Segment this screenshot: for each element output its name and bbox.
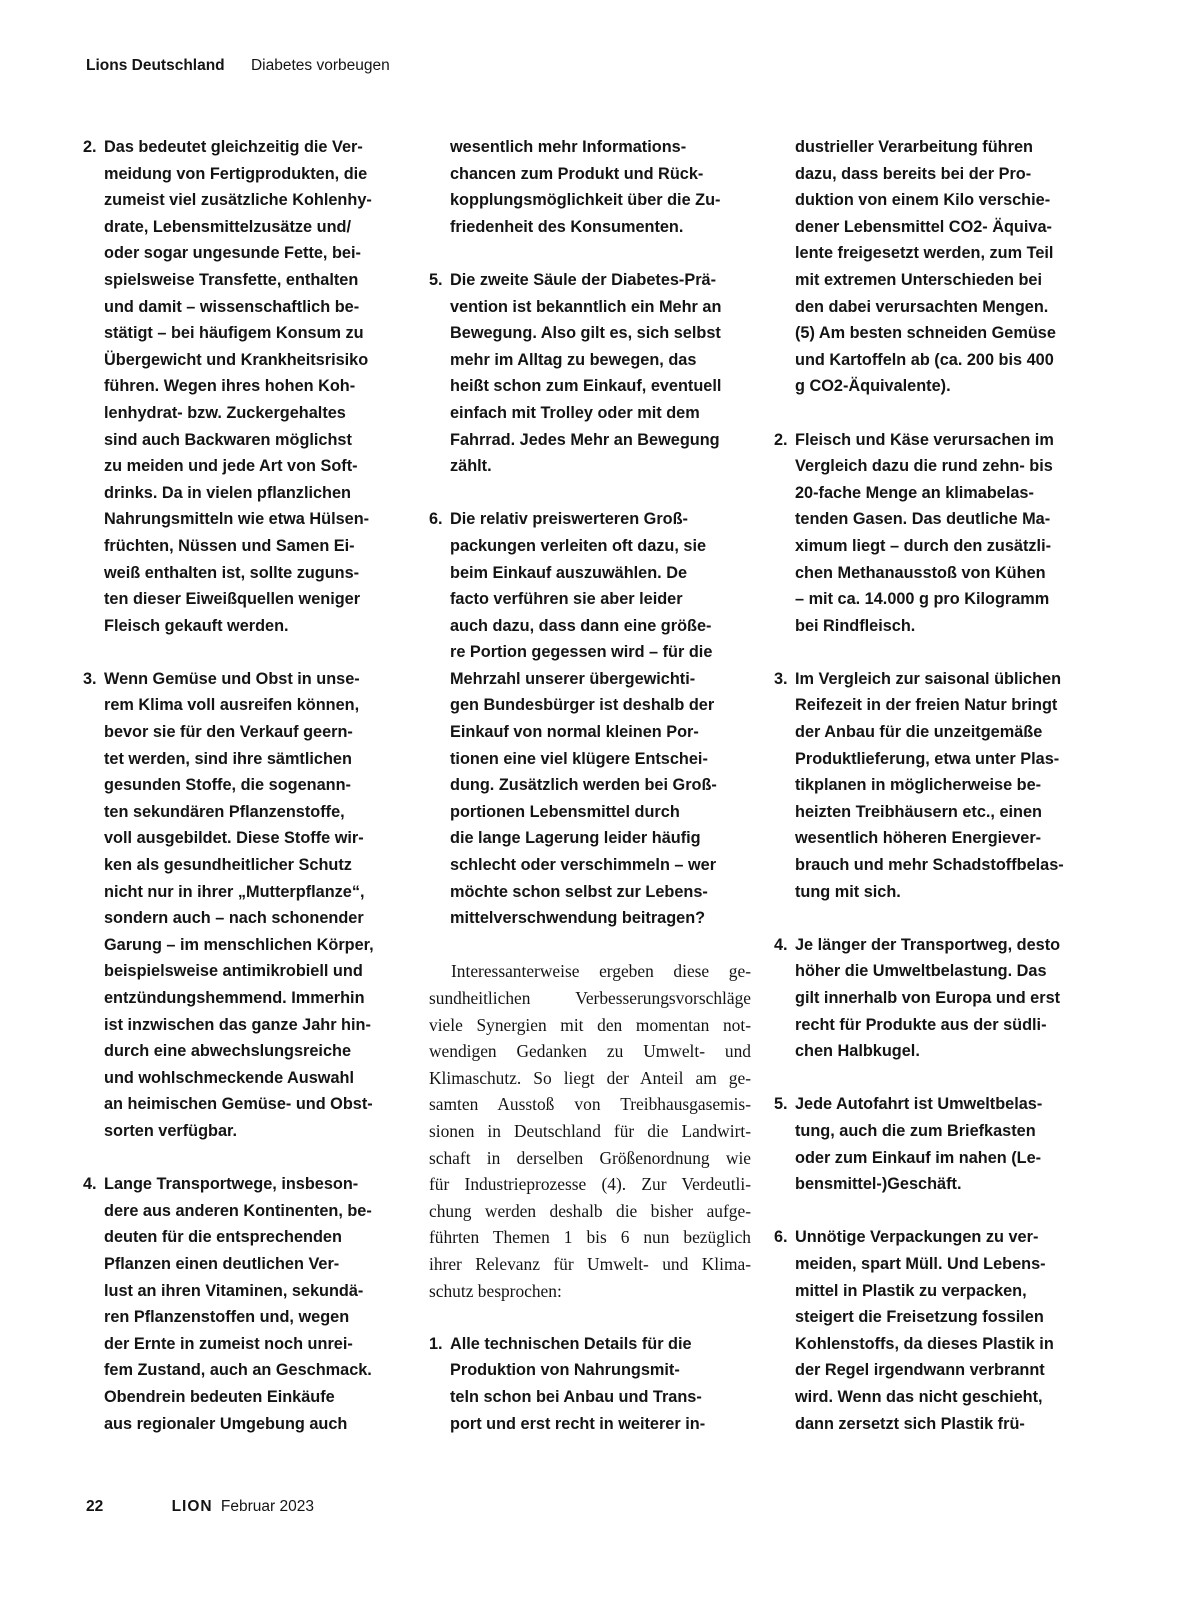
text-line: Im Vergleich zur saisonal üblichen xyxy=(795,669,1062,688)
text-line: führten Themen 1 bis 6 nun bezüglich xyxy=(429,1227,751,1248)
text-line: Pflanzen einen deutlichen Ver- xyxy=(104,1254,340,1273)
text-line: oder sogar ungesunde Fette, bei- xyxy=(104,244,361,263)
magazine-name: LION xyxy=(171,1498,213,1515)
text-line: gilt innerhalb von Europa und erst xyxy=(795,989,1061,1007)
list-item xyxy=(774,1091,1098,1197)
text-line: mittelverschwendung beitragen? xyxy=(450,909,706,928)
text-line: an heimischen Gemüse- und Obst- xyxy=(104,1095,373,1114)
text-line: mittel in Plastik zu verpacken, xyxy=(795,1281,1027,1300)
text-line: heizten Treibhäusern etc., einen xyxy=(795,802,1043,821)
text-line: chen Methanausstoß von Kühen xyxy=(795,563,1046,582)
text-line: wird. Wenn das nicht geschieht, xyxy=(795,1387,1043,1406)
column-3 xyxy=(774,134,1098,1437)
item-number: 5. xyxy=(774,1095,788,1114)
text-line: drate, Lebensmittelzusätze und/ xyxy=(104,217,351,236)
header-brand: Lions Deutschland xyxy=(86,57,225,74)
text-line: beim Einkauf auszuwählen. De xyxy=(450,563,688,582)
text-line: bensmittel-)Geschäft. xyxy=(795,1175,962,1194)
text-line: ken als gesundheitlicher Schutz xyxy=(104,856,352,875)
text-line: ihrer Relevanz für Umwelt- und Klima- xyxy=(429,1253,751,1274)
list-item xyxy=(429,506,751,932)
text-line: drinks. Da in vielen pflanzlichen xyxy=(104,483,351,502)
text-line: chen Halbkugel. xyxy=(795,1042,920,1061)
text-line: ximum liegt – durch den zusätzli- xyxy=(795,536,1052,555)
text-line: 20-fache Menge an klimabelas- xyxy=(795,483,1034,502)
text-line: brauch und mehr Schadstoffbelas- xyxy=(795,856,1064,875)
text-line: und Kartoffeln ab (ca. 200 bis 400 xyxy=(795,350,1054,369)
text-line: Fahrrad. Jedes Mehr an Bewegung xyxy=(450,430,720,449)
text-line: Bewegung. Also gilt es, sich selbst xyxy=(450,324,721,343)
text-line: der Regel irgendwann verbrannt xyxy=(795,1361,1045,1380)
text-line: Nahrungsmitteln wie etwa Hülsen- xyxy=(104,510,370,529)
text-line: nicht nur in ihrer „Mutterpflanze“, xyxy=(104,882,365,901)
text-line: zumeist viel zusätzliche Kohlenhy- xyxy=(104,191,372,210)
text-line: der Anbau für die unzeitgemäße xyxy=(795,723,1043,742)
list-item xyxy=(774,932,1098,1065)
text-line: (5) Am besten schneiden Gemüse xyxy=(795,324,1056,343)
text-line: Unnötige Verpackungen zu ver- xyxy=(795,1228,1039,1247)
text-line: dann zersetzt sich Plastik frü- xyxy=(795,1414,1025,1433)
text-line: ren Pflanzenstoffen und, wegen xyxy=(104,1308,350,1327)
item-number: 2. xyxy=(774,430,788,449)
text-line: zählt. xyxy=(450,457,492,476)
text-line: g CO2-Äquivalente). xyxy=(795,377,951,396)
text-line: wesentlich mehr Informations- xyxy=(450,138,687,156)
page-number: 22 xyxy=(86,1498,104,1515)
item-number: 3. xyxy=(83,669,97,688)
text-line: steigert die Freisetzung fossilen xyxy=(795,1308,1044,1327)
text-line: führen. Wegen ihres hohen Koh- xyxy=(104,377,356,396)
text-line: meidung von Fertigprodukten, die xyxy=(104,164,368,183)
text-line: dere aus anderen Kontinenten, be- xyxy=(104,1201,372,1220)
text-line: aus regionaler Umgebung auch xyxy=(104,1414,348,1433)
list-item xyxy=(429,134,751,240)
text-line: ten dieser Eiweißquellen weniger xyxy=(104,590,361,609)
text-line: schutz besprochen: xyxy=(429,1280,562,1301)
text-line: gesunden Stoffe, die sogenann- xyxy=(104,776,351,795)
text-line: meiden, spart Müll. Und Lebens- xyxy=(795,1254,1046,1273)
text-line: Übergewicht und Krankheitsrisiko xyxy=(104,350,369,369)
list-item xyxy=(774,427,1098,640)
numbered-list xyxy=(774,134,1098,1437)
text-line: der Ernte in zumeist noch unrei- xyxy=(104,1334,353,1353)
text-line: spielsweise Transfette, enthalten xyxy=(104,270,359,289)
item-number: 4. xyxy=(774,935,788,954)
item-number: 5. xyxy=(429,270,443,289)
spacer xyxy=(429,932,751,959)
text-line: dung. Zusätzlich werden bei Groß- xyxy=(450,776,717,795)
text-line: rem Klima voll ausreifen können, xyxy=(104,696,360,715)
item-number: 4. xyxy=(83,1175,97,1194)
numbered-list xyxy=(429,134,751,932)
text-line: Klimaschutz. So liegt der Anteil am ge- xyxy=(429,1067,751,1088)
text-line: und wohlschmeckende Auswahl xyxy=(104,1068,354,1087)
text-line: lust an ihren Vitaminen, sekundä- xyxy=(104,1281,364,1300)
text-line: entzündungshemmend. Immerhin xyxy=(104,989,365,1007)
text-line: bei Rindfleisch. xyxy=(795,616,916,635)
text-line: fem Zustand, auch an Geschmack. xyxy=(104,1361,372,1380)
text-line: Alle technischen Details für die xyxy=(450,1334,692,1353)
text-line: viele Synergien mit den momentan not- xyxy=(429,1014,751,1035)
text-line: Mehrzahl unserer übergewichti- xyxy=(450,669,696,688)
text-line: teln schon bei Anbau und Trans- xyxy=(450,1387,702,1406)
text-line: wesentlich höheren Energiever- xyxy=(795,829,1042,848)
text-line: tung, auch die zum Briefkasten xyxy=(795,1121,1036,1140)
text-line: tikplanen in möglicherweise be- xyxy=(795,776,1042,795)
text-line: samten Ausstoß von Treibhausgasemis- xyxy=(429,1094,751,1115)
list-item xyxy=(429,1331,751,1437)
list-item xyxy=(83,666,405,1145)
text-line: dener Lebensmittel CO2- Äquiva- xyxy=(795,217,1052,236)
text-line: deuten für die entsprechenden xyxy=(104,1228,342,1247)
running-header xyxy=(86,57,390,75)
text-line: kopplungsmöglichkeit über die Zu- xyxy=(450,191,721,210)
text-line: lenhydrat- bzw. Zuckergehaltes xyxy=(104,403,346,422)
text-line: Einkauf von normal kleinen Por- xyxy=(450,723,699,742)
text-line: Vergleich dazu die rund zehn- bis xyxy=(795,457,1053,476)
text-line: lente freigesetzt werden, zum Teil xyxy=(795,244,1054,263)
text-line: Interessanterweise ergeben diese ge- xyxy=(451,961,751,982)
list-item xyxy=(774,134,1098,400)
text-line: mehr im Alltag zu bewegen, das xyxy=(450,350,697,369)
text-line: ten sekundären Pflanzenstoffe, xyxy=(104,802,345,821)
text-line: Lange Transportwege, insbeson- xyxy=(104,1175,359,1194)
text-line: oder zum Einkauf im nahen (Le- xyxy=(795,1148,1042,1167)
text-line: Fleisch und Käse verursachen im xyxy=(795,430,1054,449)
item-number: 6. xyxy=(429,510,443,529)
text-line: voll ausgebildet. Diese Stoffe wir- xyxy=(104,829,364,848)
item-number: 2. xyxy=(83,138,97,156)
text-line: mit extremen Unterschieden bei xyxy=(795,270,1043,289)
page-footer xyxy=(86,1498,314,1516)
text-line: höher die Umweltbelastung. Das xyxy=(795,962,1047,981)
text-line: früchten, Nüssen und Samen Ei- xyxy=(104,536,355,555)
text-line: weiß enthalten ist, sollte zuguns- xyxy=(104,563,360,582)
item-number: 1. xyxy=(429,1334,443,1353)
text-line: chung werden deshalb die bisher aufge- xyxy=(429,1200,751,1221)
text-line: einfach mit Trolley oder mit dem xyxy=(450,403,700,422)
text-line: tionen eine viel klügere Entschei- xyxy=(450,749,708,768)
text-line: Jede Autofahrt ist Umweltbelas- xyxy=(795,1095,1043,1114)
numbered-list xyxy=(83,134,405,1437)
text-line: tet werden, sind ihre sämtlichen xyxy=(104,749,352,768)
text-line: packungen verleiten oft dazu, sie xyxy=(450,536,707,555)
text-line: Kohlenstoffs, da dieses Plastik in xyxy=(795,1334,1054,1353)
text-line: heißt schon zum Einkauf, eventuell xyxy=(450,377,722,396)
text-line: sundheitlichen Verbesserungsvorschläge xyxy=(429,988,751,1008)
text-line: Je länger der Transportweg, desto xyxy=(795,935,1061,954)
text-line: und damit – wissenschaftlich be- xyxy=(104,297,360,316)
text-line: Obendrein bedeuten Einkäufe xyxy=(104,1387,335,1406)
item-number: 3. xyxy=(774,669,788,688)
list-item xyxy=(774,666,1098,905)
column-1 xyxy=(83,134,405,1437)
text-line: friedenheit des Konsumenten. xyxy=(450,217,684,236)
text-line: sorten verfügbar. xyxy=(104,1121,238,1140)
list-item xyxy=(83,1171,405,1437)
text-line: sionen in Deutschland für die Landwirt- xyxy=(429,1120,751,1141)
text-line: Garung – im menschlichen Körper, xyxy=(104,935,374,954)
text-line: dazu, dass bereits bei der Pro- xyxy=(795,164,1032,183)
text-line: schaft in derselben Größenordnung wie xyxy=(429,1147,751,1168)
item-number: 6. xyxy=(774,1228,788,1247)
list-item xyxy=(83,134,405,639)
text-line: beispielsweise antimikrobiell und xyxy=(104,962,363,981)
list-item xyxy=(774,1224,1098,1437)
text-line: Das bedeutet gleichzeitig die Ver- xyxy=(104,138,363,156)
text-line: facto verführen sie aber leider xyxy=(450,590,683,609)
text-line: tung mit sich. xyxy=(795,882,901,901)
text-line: ist inzwischen das ganze Jahr hin- xyxy=(104,1015,371,1034)
text-line: portionen Lebensmittel durch xyxy=(450,802,680,821)
text-line: duktion von einem Kilo verschie- xyxy=(795,191,1051,210)
text-line: chancen zum Produkt und Rück- xyxy=(450,164,704,183)
text-line: die lange Lagerung leider häufig xyxy=(450,829,701,848)
text-line: durch eine abwechslungsreiche xyxy=(104,1042,352,1061)
header-section: Diabetes vorbeugen xyxy=(250,57,390,74)
text-line: Reifezeit in der freien Natur bringt xyxy=(795,696,1058,715)
text-line: dustrieller Verarbeitung führen xyxy=(795,138,1033,156)
text-line: port und erst recht in weiterer in- xyxy=(450,1414,706,1433)
text-line: zu meiden und jede Art von Soft- xyxy=(104,457,358,476)
text-line: stätigt – bei häufigem Konsum zu xyxy=(104,324,364,343)
text-line: recht für Produkte aus der südli- xyxy=(795,1015,1047,1034)
text-line: Die relativ preiswerteren Groß- xyxy=(450,510,688,529)
text-line: den dabei verursachten Mengen. xyxy=(795,297,1049,316)
list-item xyxy=(429,267,751,480)
numbered-list xyxy=(429,1331,751,1437)
text-line: Produktlieferung, etwa unter Plas- xyxy=(795,749,1060,768)
text-line: bevor sie für den Verkauf geern- xyxy=(104,723,353,742)
text-line: möchte schon selbst zur Lebens- xyxy=(450,882,708,901)
text-line: schlecht oder verschimmeln – wer xyxy=(450,856,717,875)
issue-date: Februar 2023 xyxy=(220,1498,314,1515)
text-line: Wenn Gemüse und Obst in unse- xyxy=(104,669,360,688)
text-line: auch dazu, dass dann eine größe- xyxy=(450,616,712,635)
text-line: re Portion gegessen wird – für die xyxy=(450,643,713,662)
text-line: Fleisch gekauft werden. xyxy=(104,616,289,635)
text-line: für Industrieprozesse (4). Zur Verdeutli- xyxy=(429,1174,751,1195)
text-line: sondern auch – nach schonender xyxy=(104,909,364,928)
text-line: vention ist bekanntlich ein Mehr an xyxy=(450,297,722,316)
text-line: Die zweite Säule der Diabetes-Prä- xyxy=(450,270,717,289)
text-line: – mit ca. 14.000 g pro Kilogramm xyxy=(795,590,1050,609)
text-line: sind auch Backwaren möglichst xyxy=(104,430,352,449)
body-paragraph xyxy=(429,958,751,1304)
text-line: Produktion von Nahrungsmit- xyxy=(450,1361,680,1380)
column-2 xyxy=(429,134,751,1437)
text-line: tenden Gasen. Das deutliche Ma- xyxy=(795,510,1051,529)
text-line: wendigen Gedanken zu Umwelt- und xyxy=(429,1041,751,1062)
text-line: gen Bundesbürger ist deshalb der xyxy=(450,696,715,715)
